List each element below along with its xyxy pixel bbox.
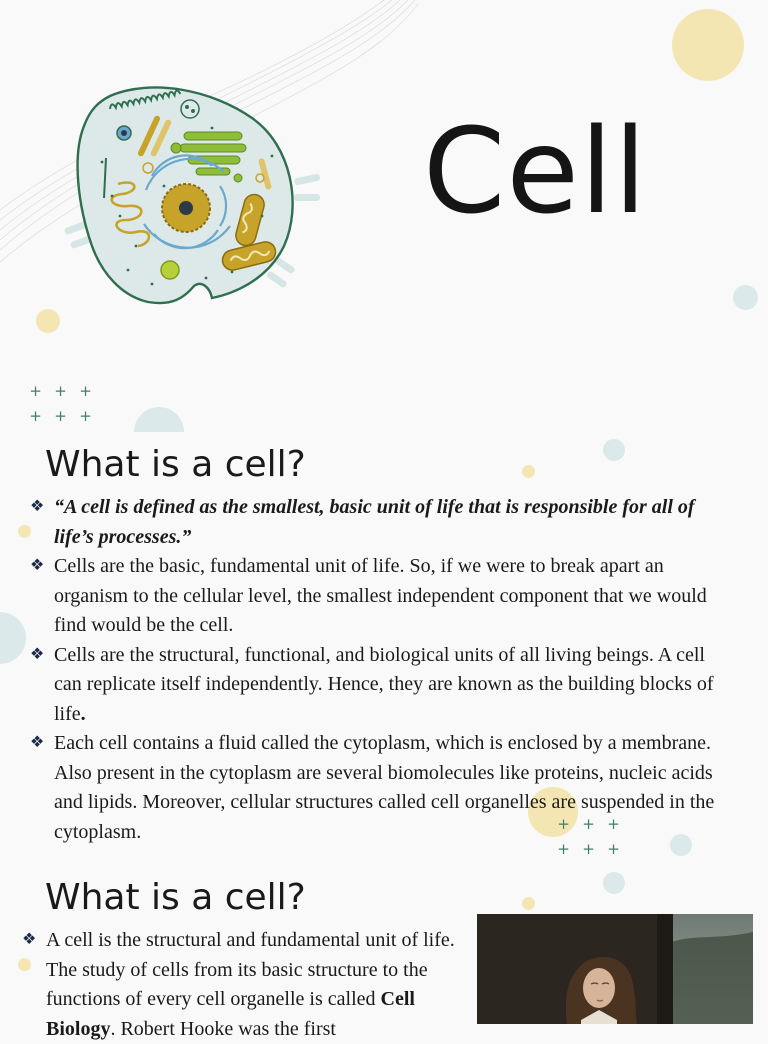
robert-hooke-portrait bbox=[477, 914, 753, 1024]
decorative-dot bbox=[522, 897, 535, 910]
diamond-bullet-icon: ❖ bbox=[30, 645, 45, 663]
definition-quote: “A cell is defined as the smallest, basic unit of life that is responsible for all of life’s processes.” bbox=[54, 496, 695, 548]
page-title: Cell bbox=[423, 102, 648, 240]
list-item bbox=[22, 926, 462, 1044]
decorative-dot bbox=[522, 465, 535, 478]
bullet-text: Each cell contains a fluid called the cytoplasm, which is enclosed by a membrane. Also present in the cytoplasm are several biomolecules like proteins, nucleic acids and lipids. Moreover, cellular structures called cell organelles are suspended in the cytoplasm. bbox=[54, 732, 715, 843]
decorative-dot bbox=[733, 285, 758, 310]
bullet-text: Cells are the basic, fundamental unit of life. So, if we were to break apart an organism to the cellular level, the smallest independent component that we would find would be the cell. bbox=[54, 555, 707, 636]
decorative-dot bbox=[603, 872, 625, 894]
decorative-dot bbox=[36, 309, 60, 333]
bullet-list bbox=[30, 493, 730, 847]
bullet-text-tail: . Robert Hooke was the first bbox=[110, 1017, 336, 1040]
decorative-dot bbox=[603, 439, 625, 461]
list-item bbox=[30, 641, 730, 730]
decorative-dot bbox=[672, 9, 744, 81]
section-heading: What is a cell? bbox=[45, 444, 306, 485]
bold-term: Cell Biology bbox=[46, 988, 415, 1040]
decorative-plus-grid: + + + + + + bbox=[557, 815, 620, 858]
diamond-bullet-icon: ❖ bbox=[30, 734, 45, 751]
list-item bbox=[30, 729, 730, 847]
list-item bbox=[30, 493, 730, 552]
diamond-bullet-icon: ❖ bbox=[30, 498, 45, 515]
section-heading: What is a cell? bbox=[45, 877, 306, 918]
bullet-text-period: . bbox=[80, 702, 86, 725]
animal-cell-illustration bbox=[62, 66, 324, 312]
decorative-plus-grid: + + + + + + bbox=[29, 382, 92, 425]
list-item bbox=[30, 552, 730, 641]
bullet-list bbox=[22, 926, 462, 1044]
bullet-text: Cells are the structural, functional, and biological units of all living beings. A cell can replicate itself independently. Hence, they are known as the building blocks of life bbox=[54, 643, 714, 725]
bullet-text: A cell is the structural and fundamental unit of life. The study of cells from its basic structure to the functions of every cell organelle is called bbox=[46, 929, 455, 1010]
decorative-dot bbox=[0, 612, 26, 664]
diamond-bullet-icon: ❖ bbox=[22, 931, 37, 948]
diamond-bullet-icon: ❖ bbox=[30, 557, 45, 574]
portrait-painting bbox=[477, 914, 753, 1024]
